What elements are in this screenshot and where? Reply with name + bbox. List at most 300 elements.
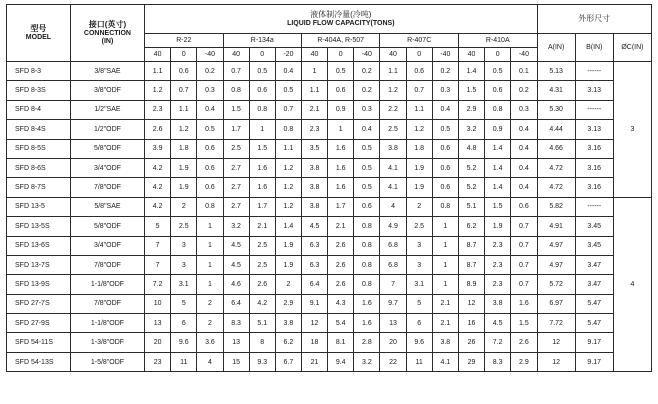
capacity-cell: 3.8 [432, 333, 458, 352]
dimension-b-cell: ------ [575, 197, 613, 216]
model-header-en: MODEL [25, 34, 52, 41]
temperature-header: -40 [354, 48, 380, 62]
capacity-cell: 5.2 [458, 178, 484, 197]
capacity-cell: 4.6 [223, 275, 249, 294]
dimension-b-cell: 3.13 [575, 81, 613, 100]
capacity-cell: 1.9 [406, 178, 432, 197]
table-row [7, 139, 652, 158]
model-cell: SFD 27-7S [7, 294, 71, 313]
dimension-b-cell: 3.45 [575, 217, 613, 236]
capacity-cell: 0.6 [406, 62, 432, 81]
dimension-b-cell: ------ [575, 100, 613, 119]
capacity-cell: 13 [145, 314, 171, 333]
capacity-cell: 4 [197, 352, 223, 371]
capacity-cell: 1.6 [511, 294, 537, 313]
connection-cell: 7/8"ODF [70, 294, 144, 313]
capacity-cell: 3 [171, 255, 197, 274]
model-cell: SFD 8-5S [7, 139, 71, 158]
capacity-cell: 0.6 [249, 81, 275, 100]
capacity-cell: 1.1 [275, 139, 301, 158]
connection-cell: 3/8"SAE [70, 62, 144, 81]
capacity-cell: 0.6 [328, 81, 354, 100]
capacity-cell: 8.7 [458, 236, 484, 255]
dimension-c-cell: 4 [613, 197, 651, 372]
capacity-cell: 2 [275, 275, 301, 294]
table-row [7, 314, 652, 333]
capacity-cell: 1.4 [275, 217, 301, 236]
dimension-a-cell: 7.72 [537, 314, 575, 333]
capacity-cell: 0.8 [432, 197, 458, 216]
capacity-cell: 0.5 [354, 158, 380, 177]
temperature-header: 0 [171, 48, 197, 62]
temperature-header: 40 [223, 48, 249, 62]
capacity-cell: 4.1 [432, 352, 458, 371]
capacity-cell: 13 [380, 314, 406, 333]
dimension-b-cell: 3.47 [575, 255, 613, 274]
capacity-cell: 1.9 [485, 217, 511, 236]
capacity-cell: 6.3 [301, 255, 327, 274]
capacity-cell: 1 [301, 62, 327, 81]
capacity-cell: 3.6 [197, 333, 223, 352]
capacity-cell: 9.1 [301, 294, 327, 313]
capacity-cell: 1.4 [485, 158, 511, 177]
capacity-cell: 0.4 [511, 178, 537, 197]
capacity-cell: 2.5 [249, 255, 275, 274]
capacity-cell: 4.2 [145, 197, 171, 216]
dimension-a-cell: 4.97 [537, 255, 575, 274]
capacity-cell: 9.7 [380, 294, 406, 313]
capacity-cell: 0.6 [197, 178, 223, 197]
capacity-cell: 2.2 [380, 100, 406, 119]
capacity-cell: 2.7 [223, 197, 249, 216]
model-cell: SFD 13-5 [7, 197, 71, 216]
capacity-cell: 29 [458, 352, 484, 371]
capacity-cell: 1.7 [223, 120, 249, 139]
capacity-cell: 0.5 [249, 62, 275, 81]
capacity-cell: 0.8 [197, 197, 223, 216]
capacity-cell: 6.8 [380, 236, 406, 255]
model-header [7, 5, 71, 62]
capacity-cell: 3.5 [301, 139, 327, 158]
capacity-cell: 0.5 [328, 62, 354, 81]
capacity-cell: 1.6 [249, 158, 275, 177]
capacity-cell: 6.8 [380, 255, 406, 274]
capacity-cell: 0.8 [354, 217, 380, 236]
capacity-cell: 0.8 [249, 100, 275, 119]
dimension-a-header: A(IN) [537, 34, 575, 62]
capacity-cell: 4.1 [380, 178, 406, 197]
model-cell: SFD 8-3S [7, 81, 71, 100]
capacity-cell: 4.2 [145, 158, 171, 177]
model-cell: SFD 8-3 [7, 62, 71, 81]
capacity-cell: 2 [197, 294, 223, 313]
capacity-cell: 0.5 [354, 139, 380, 158]
capacity-cell: 1 [328, 120, 354, 139]
capacity-cell: 0.3 [511, 100, 537, 119]
capacity-cell: 0.4 [511, 120, 537, 139]
capacity-cell: 1.5 [485, 197, 511, 216]
model-cell: SFD 8-6S [7, 158, 71, 177]
capacity-cell: 0.2 [432, 62, 458, 81]
capacity-cell: 2.6 [145, 120, 171, 139]
capacity-cell: 1.1 [301, 81, 327, 100]
capacity-cell: 4.9 [380, 217, 406, 236]
capacity-cell: 0.8 [485, 100, 511, 119]
dimension-a-cell: 4.72 [537, 158, 575, 177]
capacity-cell: 3.8 [275, 314, 301, 333]
capacity-cell: 0.4 [511, 158, 537, 177]
capacity-cell: 1.9 [406, 158, 432, 177]
capacity-cell: 3.1 [171, 275, 197, 294]
model-cell: SFD 13-5S [7, 217, 71, 236]
capacity-cell: 1.9 [171, 178, 197, 197]
capacity-cell: 1.1 [171, 100, 197, 119]
table-row [7, 120, 652, 139]
table-row [7, 294, 652, 313]
capacity-cell: 2.9 [458, 100, 484, 119]
connection-cell: 3/4"ODF [70, 158, 144, 177]
capacity-cell: 0.6 [197, 139, 223, 158]
capacity-cell: 1.2 [380, 81, 406, 100]
capacity-cell: 0.7 [511, 255, 537, 274]
capacity-cell: 6 [406, 314, 432, 333]
capacity-cell: 3.8 [485, 294, 511, 313]
capacity-cell: 0.5 [432, 120, 458, 139]
capacity-cell: 2.6 [328, 255, 354, 274]
refrigerant-header: R-410A [458, 34, 537, 48]
dimension-b-cell: 5.47 [575, 314, 613, 333]
capacity-cell: 2 [406, 197, 432, 216]
capacity-cell: 11 [171, 352, 197, 371]
capacity-cell: 2.6 [511, 333, 537, 352]
capacity-cell: 3.8 [380, 139, 406, 158]
temperature-header: -40 [432, 48, 458, 62]
capacity-cell: 4.5 [223, 236, 249, 255]
capacity-cell: 6.4 [301, 275, 327, 294]
capacity-cell: 0.5 [197, 120, 223, 139]
capacity-cell: 0.2 [354, 81, 380, 100]
table-row [7, 217, 652, 236]
capacity-cell: 2.9 [511, 352, 537, 371]
capacity-cell: 0.2 [197, 62, 223, 81]
capacity-cell: 0.7 [511, 217, 537, 236]
dimension-b-cell: 3.16 [575, 158, 613, 177]
capacity-cell: 0.7 [511, 275, 537, 294]
capacity-cell: 2.5 [406, 217, 432, 236]
dimensions-header-cn: 外形尺寸 [578, 14, 611, 23]
capacity-cell: 9.6 [406, 333, 432, 352]
capacity-table [6, 4, 652, 372]
capacity-cell: 3.2 [354, 352, 380, 371]
connection-header-unit: (IN) [101, 38, 114, 45]
capacity-cell: 0.4 [275, 62, 301, 81]
capacity-cell: 1 [432, 275, 458, 294]
capacity-cell: 1 [197, 275, 223, 294]
dimension-a-cell: 4.66 [537, 139, 575, 158]
capacity-cell: 1 [197, 217, 223, 236]
capacity-cell: 0.3 [197, 81, 223, 100]
capacity-cell: 2.3 [301, 120, 327, 139]
table-row [7, 197, 652, 216]
table-row [7, 333, 652, 352]
capacity-cell: 4.5 [301, 217, 327, 236]
dimension-a-cell: 5.72 [537, 275, 575, 294]
capacity-cell: 0.2 [511, 81, 537, 100]
capacity-cell: 0.5 [354, 178, 380, 197]
dimension-a-cell: 4.91 [537, 217, 575, 236]
capacity-cell: 8 [249, 333, 275, 352]
capacity-cell: 3.2 [223, 217, 249, 236]
temperature-header: 0 [485, 48, 511, 62]
capacity-cell: 0.3 [432, 81, 458, 100]
capacity-cell: 0.8 [354, 236, 380, 255]
table-row [7, 81, 652, 100]
capacity-cell: 23 [145, 352, 171, 371]
refrigerant-header: R-404A, R-507 [301, 34, 379, 48]
dimension-b-cell: 3.16 [575, 178, 613, 197]
dimension-a-cell: 6.97 [537, 294, 575, 313]
capacity-cell: 12 [458, 294, 484, 313]
model-header-cn: 型号 [30, 24, 47, 33]
capacity-cell: 6.7 [275, 352, 301, 371]
capacity-cell: 3.8 [301, 178, 327, 197]
capacity-cell: 2.1 [301, 100, 327, 119]
capacity-cell: 1.6 [328, 139, 354, 158]
table-row [7, 178, 652, 197]
capacity-cell: 2.5 [380, 120, 406, 139]
capacity-cell: 1 [197, 255, 223, 274]
capacity-cell: 1.1 [145, 62, 171, 81]
capacity-cell: 1.2 [275, 197, 301, 216]
dimension-a-cell: 12 [537, 352, 575, 371]
capacity-cell: 2.6 [328, 236, 354, 255]
capacity-cell: 1.2 [275, 178, 301, 197]
capacity-cell: 11 [406, 352, 432, 371]
capacity-cell: 1 [249, 120, 275, 139]
capacity-cell: 1.5 [511, 314, 537, 333]
capacity-cell: 1.2 [275, 158, 301, 177]
temperature-header: 40 [145, 48, 171, 62]
capacity-cell: 0.6 [354, 197, 380, 216]
capacity-cell: 1 [432, 236, 458, 255]
capacity-cell: 0.7 [406, 81, 432, 100]
capacity-cell: 0.2 [354, 62, 380, 81]
capacity-cell: 3.1 [406, 275, 432, 294]
capacity-cell: 2.1 [249, 217, 275, 236]
model-cell: SFD 8-4 [7, 100, 71, 119]
capacity-cell: 1.8 [406, 139, 432, 158]
model-cell: SFD 8-7S [7, 178, 71, 197]
capacity-cell: 2.5 [223, 139, 249, 158]
connection-cell: 1-3/8"ODF [70, 333, 144, 352]
capacity-cell: 1.5 [249, 139, 275, 158]
dimension-b-cell: 3.13 [575, 120, 613, 139]
table-row [7, 236, 652, 255]
capacity-cell: 7 [145, 255, 171, 274]
capacity-cell: 5.2 [458, 158, 484, 177]
capacity-cell: 1.5 [458, 81, 484, 100]
capacity-cell: 2.7 [223, 158, 249, 177]
dimension-a-cell: 4.97 [537, 236, 575, 255]
connection-cell: 1/2"SAE [70, 100, 144, 119]
dimensions-header [537, 5, 651, 34]
dimension-a-cell: 4.72 [537, 178, 575, 197]
capacity-cell: 2.8 [354, 333, 380, 352]
capacity-cell: 7 [380, 275, 406, 294]
capacity-cell: 1.6 [354, 294, 380, 313]
connection-cell: 1-1/8"ODF [70, 314, 144, 333]
capacity-cell: 6.2 [275, 333, 301, 352]
capacity-cell: 2.5 [171, 217, 197, 236]
capacity-cell: 3.9 [145, 139, 171, 158]
capacity-cell: 2.6 [249, 275, 275, 294]
capacity-cell: 3.8 [301, 158, 327, 177]
model-cell: SFD 13-7S [7, 255, 71, 274]
capacity-cell: 2.7 [223, 178, 249, 197]
capacity-cell: 2.5 [249, 236, 275, 255]
capacity-cell: 3 [406, 236, 432, 255]
temperature-header: -20 [275, 48, 301, 62]
capacity-cell: 1 [432, 217, 458, 236]
capacity-cell: 1.8 [171, 139, 197, 158]
capacity-cell: 2.3 [145, 100, 171, 119]
table-body [7, 62, 652, 372]
capacity-cell: 0.6 [432, 178, 458, 197]
capacity-cell: 1 [432, 255, 458, 274]
capacity-cell: 2.1 [432, 314, 458, 333]
model-cell: SFD 13-6S [7, 236, 71, 255]
capacity-cell: 1.4 [485, 139, 511, 158]
capacity-cell: 4.3 [328, 294, 354, 313]
capacity-cell: 0.4 [197, 100, 223, 119]
dimension-b-cell: 3.16 [575, 139, 613, 158]
capacity-cell: 1.9 [275, 255, 301, 274]
capacity-cell: 2 [197, 314, 223, 333]
dimension-b-cell: 9.17 [575, 333, 613, 352]
connection-cell: 5/8"SAE [70, 197, 144, 216]
temperature-header: 40 [380, 48, 406, 62]
temperature-header: 0 [249, 48, 275, 62]
refrigerant-header: R-407C [380, 34, 458, 48]
capacity-cell: 2.6 [328, 275, 354, 294]
refrigerant-header: R-22 [145, 34, 223, 48]
connection-cell: 1/2"ODF [70, 120, 144, 139]
table-row [7, 255, 652, 274]
capacity-cell: 10 [145, 294, 171, 313]
model-cell: SFD 8-4S [7, 120, 71, 139]
capacity-cell: 0.6 [197, 158, 223, 177]
capacity-cell: 0.6 [485, 81, 511, 100]
connection-cell: 1-5/8"ODF [70, 352, 144, 371]
capacity-cell: 7.2 [145, 275, 171, 294]
dimension-b-cell: ------ [575, 62, 613, 81]
dimension-a-cell: 5.30 [537, 100, 575, 119]
connection-cell: 1-1/8"ODF [70, 275, 144, 294]
refrigerant-header: R-134a [223, 34, 301, 48]
temperature-header: 40 [301, 48, 327, 62]
capacity-cell: 12 [301, 314, 327, 333]
capacity-cell: 20 [380, 333, 406, 352]
capacity-cell: 4.8 [458, 139, 484, 158]
capacity-cell: 1.9 [171, 158, 197, 177]
capacity-cell: 5 [171, 294, 197, 313]
capacity-cell: 0.5 [275, 81, 301, 100]
connection-cell: 7/8"ODF [70, 255, 144, 274]
capacity-cell: 2 [171, 197, 197, 216]
capacity-cell: 0.6 [511, 197, 537, 216]
table-row [7, 158, 652, 177]
connection-header-en: CONNECTION [83, 30, 131, 37]
connection-cell: 5/8"ODF [70, 139, 144, 158]
capacity-cell: 7.2 [485, 333, 511, 352]
connection-cell: 5/8"ODF [70, 217, 144, 236]
dimension-b-cell: 3.47 [575, 275, 613, 294]
capacity-cell: 1.2 [406, 120, 432, 139]
capacity-cell: 1.2 [145, 81, 171, 100]
table-row [7, 352, 652, 371]
capacity-cell: 0.3 [354, 100, 380, 119]
dimension-b-cell: 5.47 [575, 294, 613, 313]
flow-capacity-header-en: LIQUID FLOW CAPACITY(TONS) [287, 20, 395, 27]
capacity-cell: 0.9 [328, 100, 354, 119]
capacity-cell: 5.1 [249, 314, 275, 333]
capacity-cell: 1.5 [223, 100, 249, 119]
capacity-cell: 6.3 [301, 236, 327, 255]
capacity-cell: 0.8 [354, 275, 380, 294]
temperature-header: 0 [328, 48, 354, 62]
capacity-cell: 0.5 [485, 62, 511, 81]
dimension-a-cell: 5.13 [537, 62, 575, 81]
capacity-cell: 1.1 [380, 62, 406, 81]
flow-capacity-header-cn: 液体制冷量(冷吨) [310, 10, 372, 19]
capacity-cell: 4 [380, 197, 406, 216]
capacity-cell: 1.4 [485, 178, 511, 197]
capacity-cell: 22 [380, 352, 406, 371]
dimension-a-cell: 5.82 [537, 197, 575, 216]
table-row [7, 100, 652, 119]
table-row [7, 275, 652, 294]
capacity-cell: 0.7 [511, 236, 537, 255]
capacity-cell: 0.7 [223, 62, 249, 81]
capacity-cell: 5.1 [458, 197, 484, 216]
capacity-cell: 18 [301, 333, 327, 352]
capacity-cell: 26 [458, 333, 484, 352]
capacity-cell: 6.4 [223, 294, 249, 313]
dimension-c-cell: 3 [613, 62, 651, 198]
capacity-cell: 6.2 [458, 217, 484, 236]
connection-header-cn: 接口(英寸) [88, 20, 127, 29]
capacity-cell: 0.4 [354, 120, 380, 139]
temperature-header: 0 [406, 48, 432, 62]
capacity-cell: 2.3 [485, 275, 511, 294]
capacity-cell: 0.6 [432, 158, 458, 177]
dimension-b-cell: 3.45 [575, 236, 613, 255]
capacity-cell: 1.9 [275, 236, 301, 255]
dimension-b-cell: 9.17 [575, 352, 613, 371]
capacity-cell: 1.1 [406, 100, 432, 119]
capacity-cell: 8.7 [458, 255, 484, 274]
capacity-cell: 20 [145, 333, 171, 352]
capacity-cell: 4.5 [223, 255, 249, 274]
capacity-cell: 9.3 [249, 352, 275, 371]
capacity-cell: 0.9 [485, 120, 511, 139]
capacity-cell: 4.1 [380, 158, 406, 177]
capacity-cell: 1.6 [328, 178, 354, 197]
capacity-cell: 1.6 [354, 314, 380, 333]
capacity-cell: 0.6 [432, 139, 458, 158]
capacity-cell: 4.2 [145, 178, 171, 197]
capacity-cell: 1.4 [458, 62, 484, 81]
